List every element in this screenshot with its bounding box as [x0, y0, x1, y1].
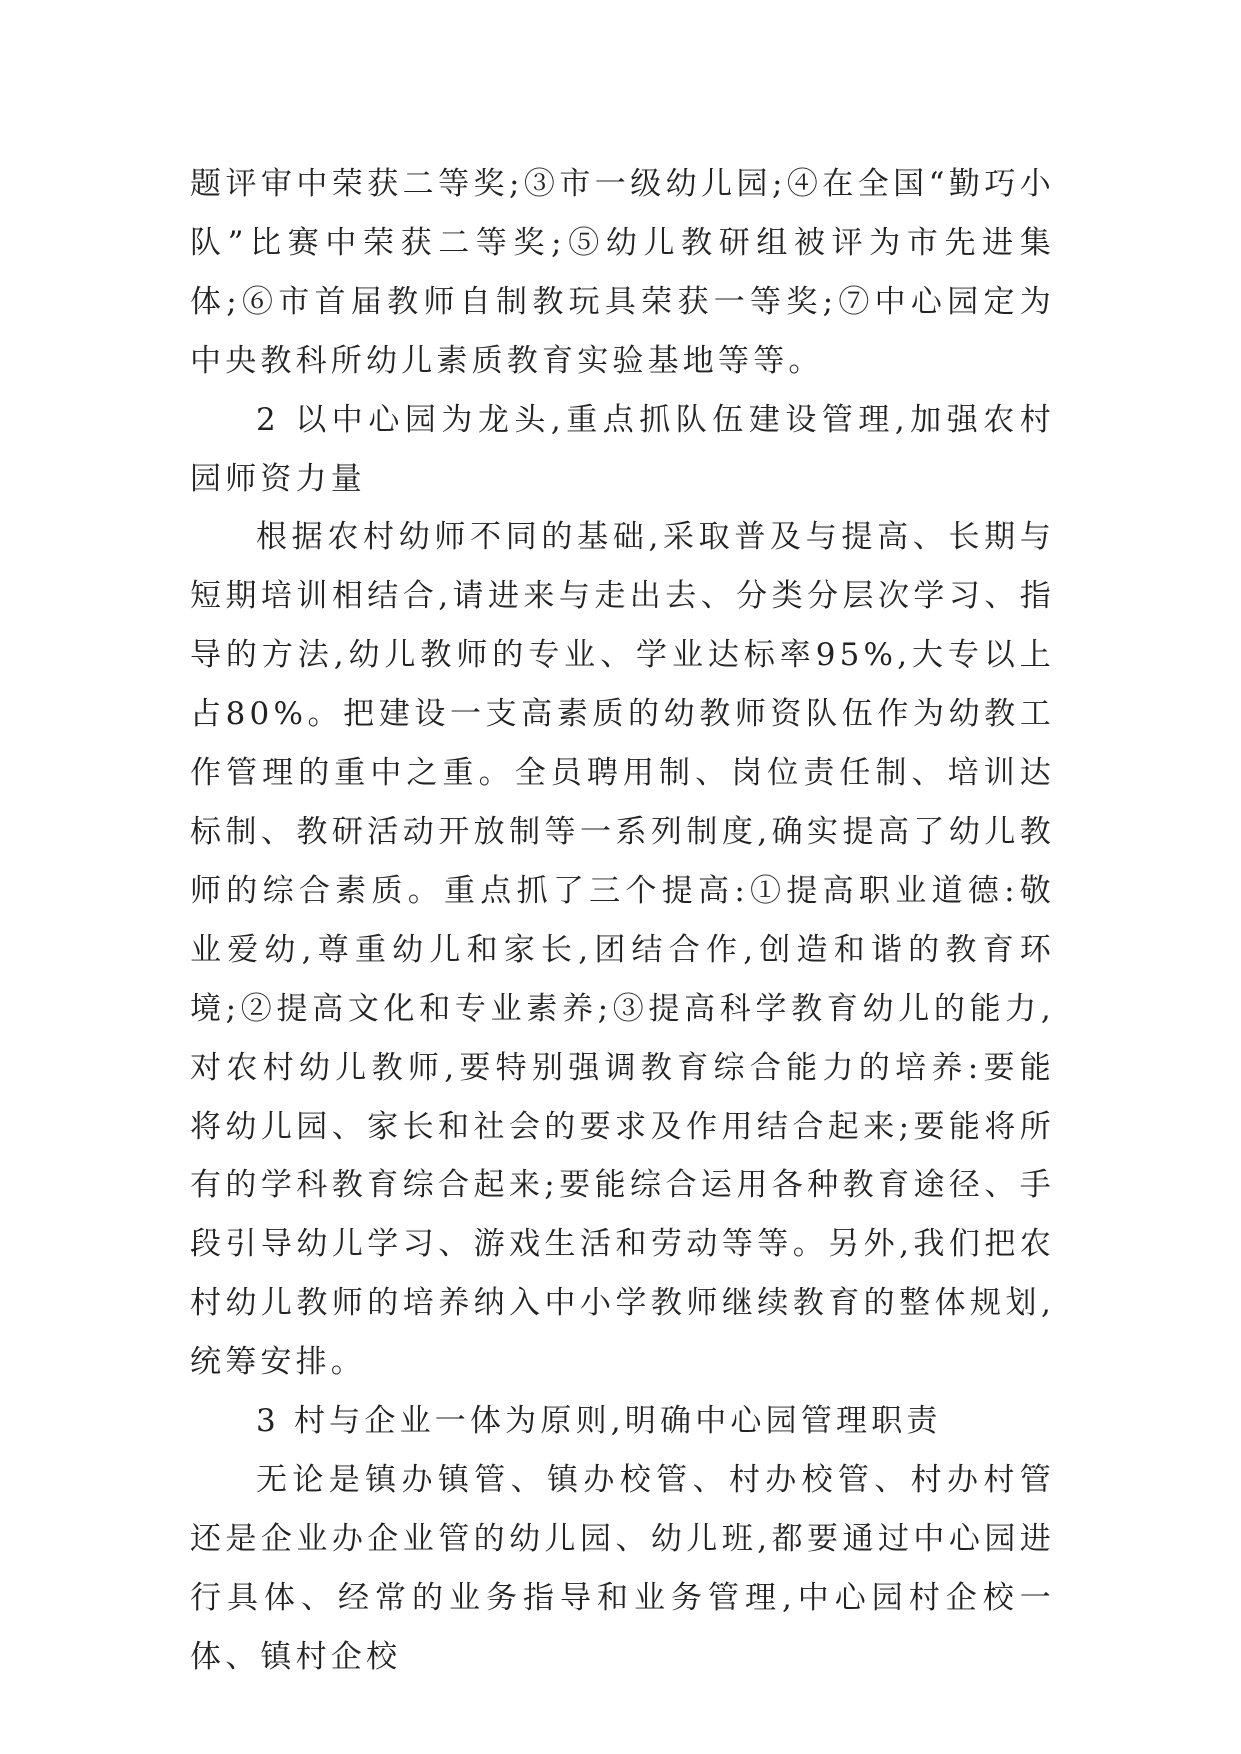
paragraph-teacher-training: 根据农村幼师不同的基础,采取普及与提高、长期与短期培训相结合,请进来与走出去、分类分层次学习、指导的方法,幼儿教师的专业、学业达标率95%,大专以上占80%。把建设一支高素质的幼教师资队伍作为幼教工作管理的重中之重。全员聘用制、岗位责任制、培训达标制、教研活动开放制等一系列制度,确实提高了幼儿教师的综合素质。重点抓了三个提高:①提高职业道德:敬业爱幼,尊重幼儿和家长,团结合作,创造和谐的教育环境;②提高文化和专业素养;③提高科学教育幼儿的能力,对农村幼儿教师,要特别强调教育综合能力的培养:要能将幼儿园、家长和社会的要求及作用结合起来;要能将所有的学科教育综合起来;要能综合运用各种教育途径、手段引导幼儿学习、游戏生活和劳动等等。另外,我们把农村幼儿教师的培养纳入中小学教师继续教育的整体规划,统筹安排。	[190, 519, 1055, 1381]
section-heading-2: 2 以中心园为龙头,重点抓队伍建设管理,加强农村园师资力量	[190, 401, 1055, 497]
section-heading-3: 3 村与企业一体为原则,明确中心园管理职责	[256, 1403, 942, 1440]
paragraph-awards-continued: 题评审中荣获二等奖;③市一级幼儿园;④在全国“勤巧小队”比赛中荣获二等奖;⑤幼儿教研组被评为市先进集体;⑥市首届教师自制教玩具荣获一等奖;⑦中心园定为中央教科所幼儿素质教育实验基地等等。	[190, 166, 1055, 379]
body-text	[190, 155, 1055, 1687]
paragraph-management-duties: 无论是镇办镇管、镇办校管、村办校管、村办村管还是企业办企业管的幼儿园、幼儿班,都要通过中心园进行具体、经常的业务指导和业务管理,中心园村企校一体、镇村企校	[190, 1461, 1055, 1675]
